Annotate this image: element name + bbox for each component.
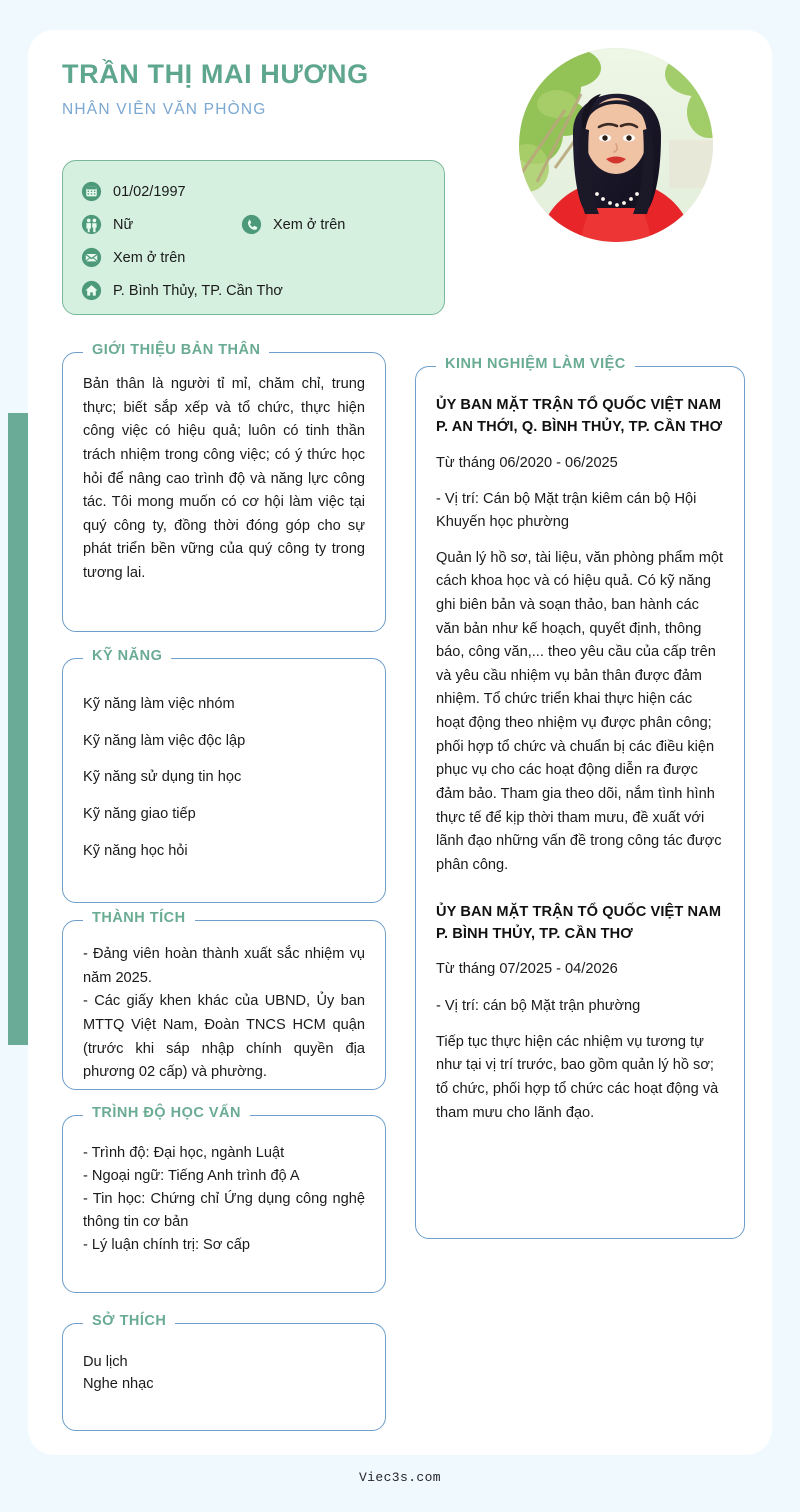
section-title-about: GIỚI THIỆU BẢN THÂN: [83, 342, 269, 358]
phone-value: Xem ở trên: [273, 216, 346, 233]
section-about: [62, 342, 386, 632]
contact-info-box: [62, 160, 445, 315]
list-item: Nghe nhạc: [83, 1375, 154, 1392]
section-title-achievements: THÀNH TÍCH: [83, 910, 195, 926]
experience-description: Tiếp tục thực hiện các nhiệm vụ tương tự như tại vị trí trước, bao gồm quản lý hồ sơ; tổ chức, phối hợp tổ chức các hoạt động và tham mưu cho lãnh đạo.: [436, 1033, 719, 1121]
list-item: Du lịch: [83, 1354, 128, 1370]
list-item: - Lý luận chính trị: Sơ cấp: [83, 1237, 250, 1254]
list-item: Kỹ năng làm việc nhóm: [83, 696, 235, 712]
section-education: [62, 1105, 386, 1293]
experience-organization: ỦY BAN MẶT TRẬN TỔ QUỐC VIỆT NAM P. BÌNH THỦY, TP. CẦN THƠ: [436, 903, 722, 942]
list-item: - Ngoại ngữ: Tiếng Anh trình độ A: [83, 1168, 300, 1185]
header: [62, 58, 502, 119]
experience-position: - Vị trí: cán bộ Mặt trận phường: [436, 998, 641, 1015]
experience-divider: [436, 878, 724, 902]
envelope-icon: [81, 247, 102, 268]
home-icon: [81, 280, 102, 301]
experience-item: [436, 902, 724, 1126]
contact-row-birthday: [81, 175, 426, 208]
list-item: - Trình độ: Đại học, ngành Luật: [83, 1145, 285, 1161]
experience-position: - Vị trí: Cán bộ Mặt trận kiêm cán bộ Hội Khuyến học phường: [436, 491, 697, 531]
section-experience: [415, 356, 745, 1239]
section-title-skills: KỸ NĂNG: [83, 648, 171, 664]
section-skills: [62, 648, 386, 903]
experience-date: Từ tháng 07/2025 - 04/2026: [436, 961, 618, 978]
list-item: - Tin học: Chứng chỉ Ứng dụng công nghệ thông tin cơ bản: [83, 1191, 365, 1231]
gender-icon: [81, 214, 102, 235]
section-achievements: [62, 910, 386, 1090]
job-title: NHÂN VIÊN VĂN PHÒNG: [62, 101, 267, 119]
experience-item: [436, 395, 724, 878]
list-item: Kỹ năng học hỏi: [83, 842, 188, 859]
avatar: [519, 48, 713, 242]
calendar-icon: [81, 181, 102, 202]
section-title-experience: KINH NGHIỆM LÀM VIỆC: [436, 356, 635, 372]
section-hobbies: [62, 1313, 386, 1431]
contact-row-address: [81, 274, 426, 307]
footer-watermark: Viec3s.com: [358, 1470, 441, 1485]
decorative-green-bar: [8, 413, 28, 1045]
section-title-hobbies: SỞ THÍCH: [83, 1313, 175, 1329]
section-title-education: TRÌNH ĐỘ HỌC VẤN: [83, 1105, 250, 1121]
list-item: Kỹ năng giao tiếp: [83, 805, 196, 822]
phone-icon: [241, 214, 262, 235]
contact-row-gender-phone: [81, 208, 426, 241]
address-value: P. Bình Thủy, TP. Cần Thơ: [113, 282, 283, 299]
email-value: Xem ở trên: [113, 249, 186, 266]
experience-date: Từ tháng 06/2020 - 06/2025: [436, 454, 618, 471]
about-text: Bản thân là người tỉ mỉ, chăm chỉ, trung thực; biết sắp xếp và tổ chức, thực hiện công việc có hiệu quả; luôn có tinh thần trách nhiệm trong công việc; có ý thức học hỏi để nâng cao trình độ và năng lực công tác. Tôi mong muốn có cơ hội làm việc tại quý công ty, đồng thời đóng góp cho sự phát triển bền vững của quý công ty trong tương lai.: [83, 376, 365, 582]
list-item: - Các giấy khen khác của UBND, Ủy ban MTTQ Việt Nam, Đoàn TNCS HCM quận (trước khi sáp nhập chính quyền địa phương 02 cấp) và phường.: [83, 993, 365, 1081]
list-item: - Đảng viên hoàn thành xuất sắc nhiệm vụ năm 2025.: [83, 946, 365, 986]
birthday-value: 01/02/1997: [113, 183, 186, 200]
profile-photo-icon: [519, 48, 713, 242]
list-item: Kỹ năng làm việc độc lập: [83, 732, 246, 749]
experience-description: Quản lý hồ sơ, tài liệu, văn phòng phẩm một cách khoa học và có hiệu quả. Có kỹ năng ghi biên bản và soạn thảo, ban hành các văn bản như kế hoạch, quyết định, thông báo, công văn,... theo yêu cầu của cấp trên và yêu cầu nhiệm vụ bản thân được đảm nhiệm. Tổ chức triển khai thực hiện các hoạt động theo nhiệm vụ được phân công; phối hợp tổ chức và chuẩn bị các điều kiện phục vụ cho các hoạt động diễn ra được đảm bảo. Tham gia theo dõi, nắm tình hình thực tế để kịp thời tham mưu, đề xuất với lãnh đạo những vấn đề trong công tác được phân công.: [436, 549, 724, 873]
list-item: Kỹ năng sử dụng tin học: [83, 769, 242, 786]
contact-row-email: [81, 241, 426, 274]
experience-organization: ỦY BAN MẶT TRẬN TỔ QUỐC VIỆT NAM P. AN THỚI, Q. BÌNH THỦY, TP. CẦN THƠ: [436, 397, 723, 435]
gender-value: Nữ: [113, 216, 134, 233]
page-title: TRẦN THỊ MAI HƯƠNG: [62, 59, 369, 89]
